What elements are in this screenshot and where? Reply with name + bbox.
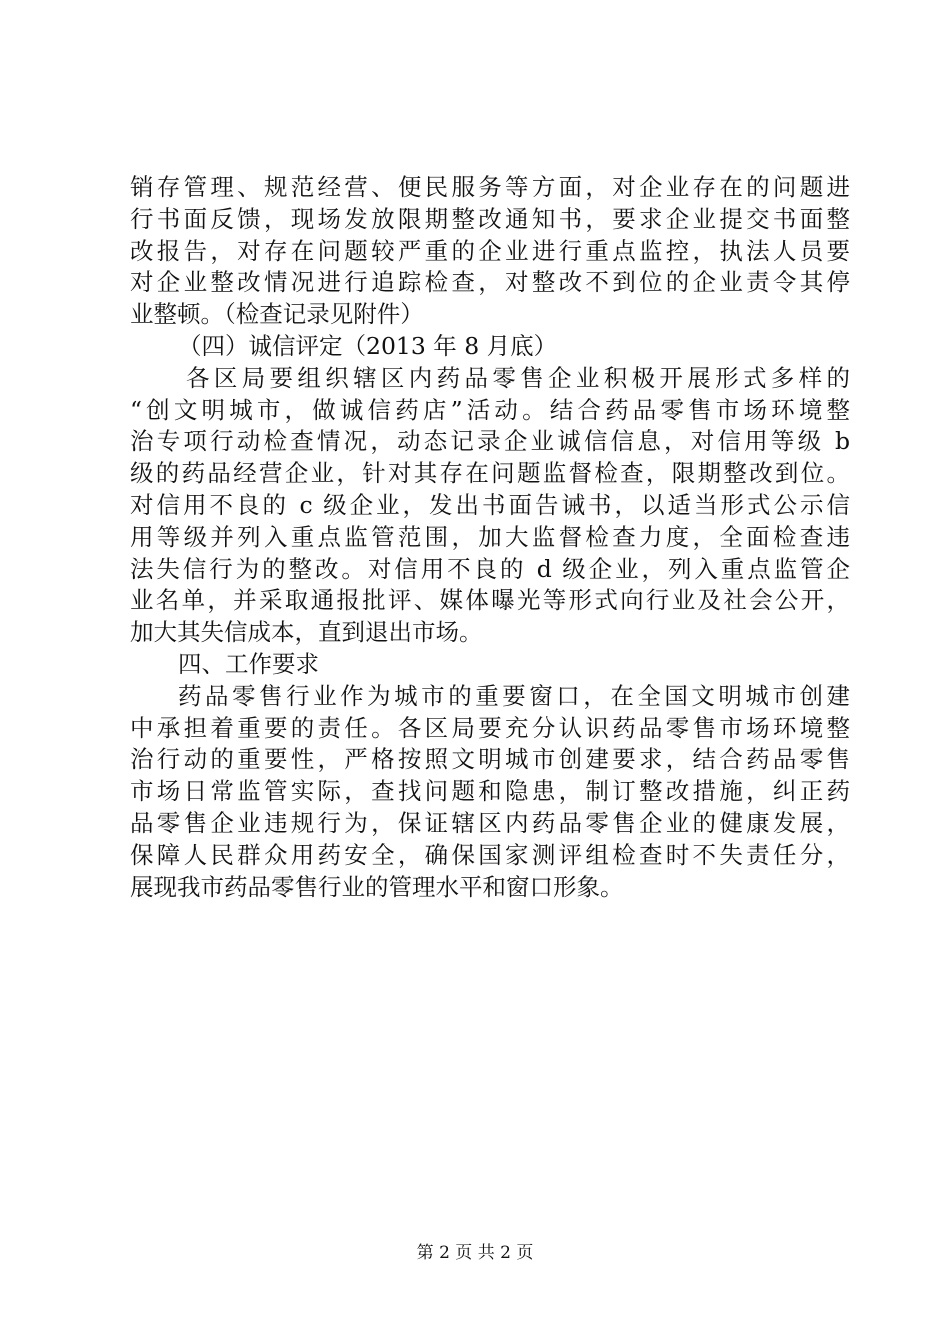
page-footer: 第 2 页 共 2 页 [416, 1243, 534, 1263]
text-line: 法失信行为的整改。对信用不良的 d 级企业，列入重点监管企 [130, 554, 850, 583]
text-line: 药品零售行业作为城市的重要窗口，在全国文明城市创建 [178, 681, 850, 710]
text-line: 品零售企业违规行为，保证辖区内药品零售企业的健康发展， [130, 808, 850, 837]
text-line: 治行动的重要性，严格按照文明城市创建要求，结合药品零售 [130, 745, 850, 774]
text-line: 保障人民群众用药安全，确保国家测评组检查时不失责任分， [130, 840, 850, 869]
section-heading-work-requirements: 四、工作要求 [178, 649, 319, 678]
text-line: 对企业整改情况进行追踪检查，对整改不到位的企业责令其停 [130, 268, 850, 297]
text-line: 加大其失信成本，直到退出市场。 [130, 618, 483, 647]
text-line: 销存管理、规范经营、便民服务等方面，对企业存在的问题进 [130, 173, 850, 201]
text-line: 行书面反馈，现场发放限期整改通知书，要求企业提交书面整 [130, 204, 850, 233]
text-line: 中承担着重要的责任。各区局要充分认识药品零售市场环境整 [130, 713, 850, 742]
text-line: 改报告，对存在问题较严重的企业进行重点监控，执法人员要 [130, 236, 850, 265]
text-line: 对信用不良的 c 级企业，发出书面告诫书，以适当形式公示信 [130, 490, 850, 519]
text-line: 各区局要组织辖区内药品零售企业积极开展形式多样的 [186, 363, 850, 392]
text-line: 市场日常监管实际，查找问题和隐患，制订整改措施，纠正药 [130, 777, 850, 806]
text-line: “创文明城市，做诚信药店”活动。结合药品零售市场环境整 [130, 395, 850, 424]
section-heading-integrity-rating: （四）诚信评定（2013 年 8 月底） [178, 331, 558, 360]
text-line: 级的药品经营企业，针对其存在问题监督检查，限期整改到位。 [130, 459, 850, 488]
text-line: 用等级并列入重点监管范围，加大监督检查力度，全面检查违 [130, 522, 850, 551]
text-line: 展现我市药品零售行业的管理水平和窗口形象。 [130, 872, 624, 901]
text-line: 治专项行动检查情况，动态记录企业诚信信息，对信用等级 b [130, 427, 850, 456]
document-body [130, 172, 850, 903]
text-line: 业名单，并采取通报批评、媒体曝光等形式向行业及社会公开， [130, 586, 850, 615]
text-line: 业整顿。（检查记录见附件） [130, 300, 424, 329]
